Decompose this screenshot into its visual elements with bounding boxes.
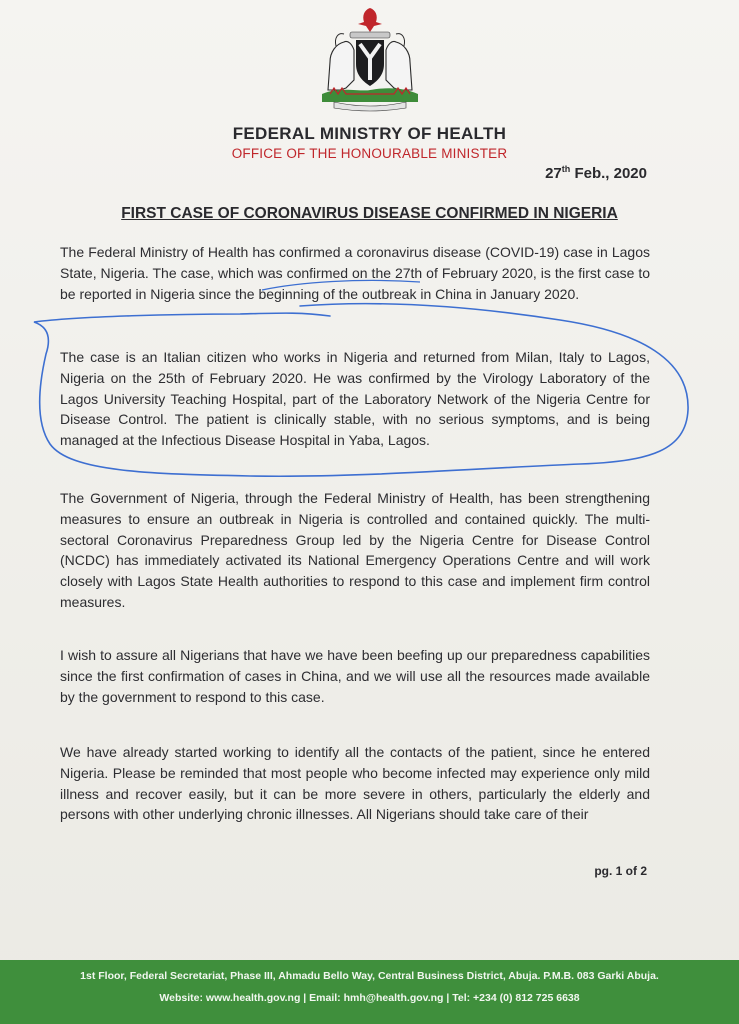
document-date — [545, 164, 647, 182]
date-day: 27 — [545, 165, 562, 182]
ministry-subtitle: OFFICE OF THE HONOURABLE MINISTER — [231, 146, 508, 161]
document-title: FIRST CASE OF CORONAVIRUS DISEASE CONFIRMED IN NIGERIA — [121, 205, 618, 222]
paragraph-1: The Federal Ministry of Health has confirmed a coronavirus disease (COVID-19) case in Lagos State, Nigeria. The case, which was confirmed on the 27th of February 2020, is the first case to be reported in Nigeria since the beginning of the outbreak in China in January 2020. — [60, 244, 650, 302]
ministry-title: FEDERAL MINISTRY OF HEALTH — [232, 124, 507, 143]
paragraph-5: We have already started working to identify all the contacts of the patient, since he entered Nigeria. Please be reminded that most people who become infected may experience only mild illness and recover easily, but it can be more severe in others, particularly the elderly and persons with other underlying chronic illnesses. All Nigerians should take care of their — [60, 744, 650, 823]
paragraph-4: I wish to assure all Nigerians that have we have been beefing up our preparedness capabilities since the first confirmation of cases in China, and we will use all the resources made available by the government to respond to this case. — [60, 647, 650, 705]
date-suffix: th — [561, 164, 571, 174]
date-rest: Feb., 2020 — [570, 165, 647, 182]
page-number: pg. 1 of 2 — [594, 864, 647, 878]
paragraph-2: The case is an Italian citizen who works in Nigeria and returned from Milan, Italy to Lagos, Nigeria on the 25th of February 2020. He was confirmed by the Virology Laboratory of the Lagos University Teaching Hospital, part of the Laboratory Network of the Nigeria Centre for Disease Control. The patient is clinically stable, with no serious symptoms, and is being managed at the Infectious Disease Hospital in Yaba, Lagos. — [60, 349, 650, 449]
footer-address: 1st Floor, Federal Secretariat, Phase III, Ahmadu Bello Way, Central Business District, Abuja. P.M.B. 083 Garki Abuja. — [80, 970, 659, 982]
paragraph-3: The Government of Nigeria, through the Federal Ministry of Health, has been strengthening measures to ensure an outbreak in Nigeria is controlled and contained quickly. The multi-sectoral Coronavirus Preparedness Group led by the Nigeria Centre for Disease Control (NCDC) has immediately activated its National Emergency Operations Centre and will work closely with Lagos State Health authorities to respond to this case and implement firm control measures. — [60, 490, 650, 610]
nigeria-coat-of-arms-icon — [300, 2, 440, 112]
letterhead-footer — [0, 960, 739, 1024]
footer-contact: Website: www.health.gov.ng | Email: hmh@health.gov.ng | Tel: +234 (0) 812 725 6638 — [159, 992, 580, 1004]
